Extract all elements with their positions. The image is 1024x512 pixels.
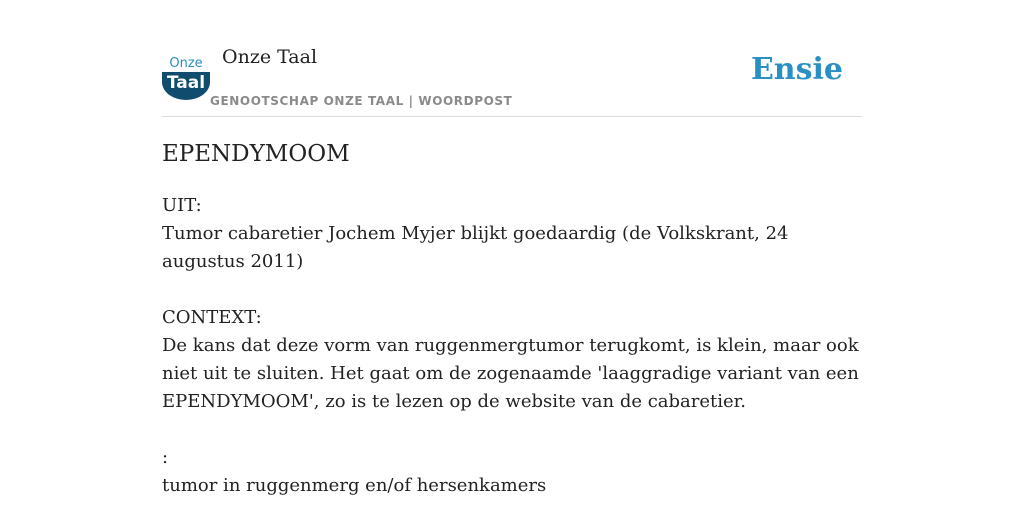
site-subtitle: GENOOTSCHAP ONZE TAAL | WOORDPOST: [210, 94, 513, 108]
logo-text-top: Onze: [169, 56, 203, 71]
context-label: CONTEXT:: [162, 307, 262, 328]
context-text: De kans dat deze vorm van ruggenmergtumor terugkomt, is klein, maar ook niet uit te sluiten. Het gaat om de zogenaamde 'laaggradige variant van een EPENDYMOOM', zo is te lezen op de website van de cabaretier.: [162, 335, 859, 412]
article: [162, 136, 862, 512]
header: [162, 44, 862, 117]
definition-label: :: [162, 447, 169, 468]
context-section: [162, 304, 862, 416]
source-section: [162, 192, 862, 276]
source-text: Tumor cabaretier Jochem Myjer blijkt goedaardig (de Volkskrant, 24 augustus 2011): [162, 223, 789, 272]
source-label: UIT:: [162, 195, 202, 216]
onze-taal-logo[interactable]: [162, 52, 210, 100]
article-title: EPENDYMOOM: [162, 141, 350, 167]
site-name[interactable]: Onze Taal: [222, 46, 318, 68]
definition-section: [162, 444, 862, 500]
logo-text-bottom: Taal: [166, 73, 206, 93]
brand-logo[interactable]: Ensie: [750, 52, 843, 87]
definition-text: tumor in ruggenmerg en/of hersenkamers: [162, 475, 547, 496]
